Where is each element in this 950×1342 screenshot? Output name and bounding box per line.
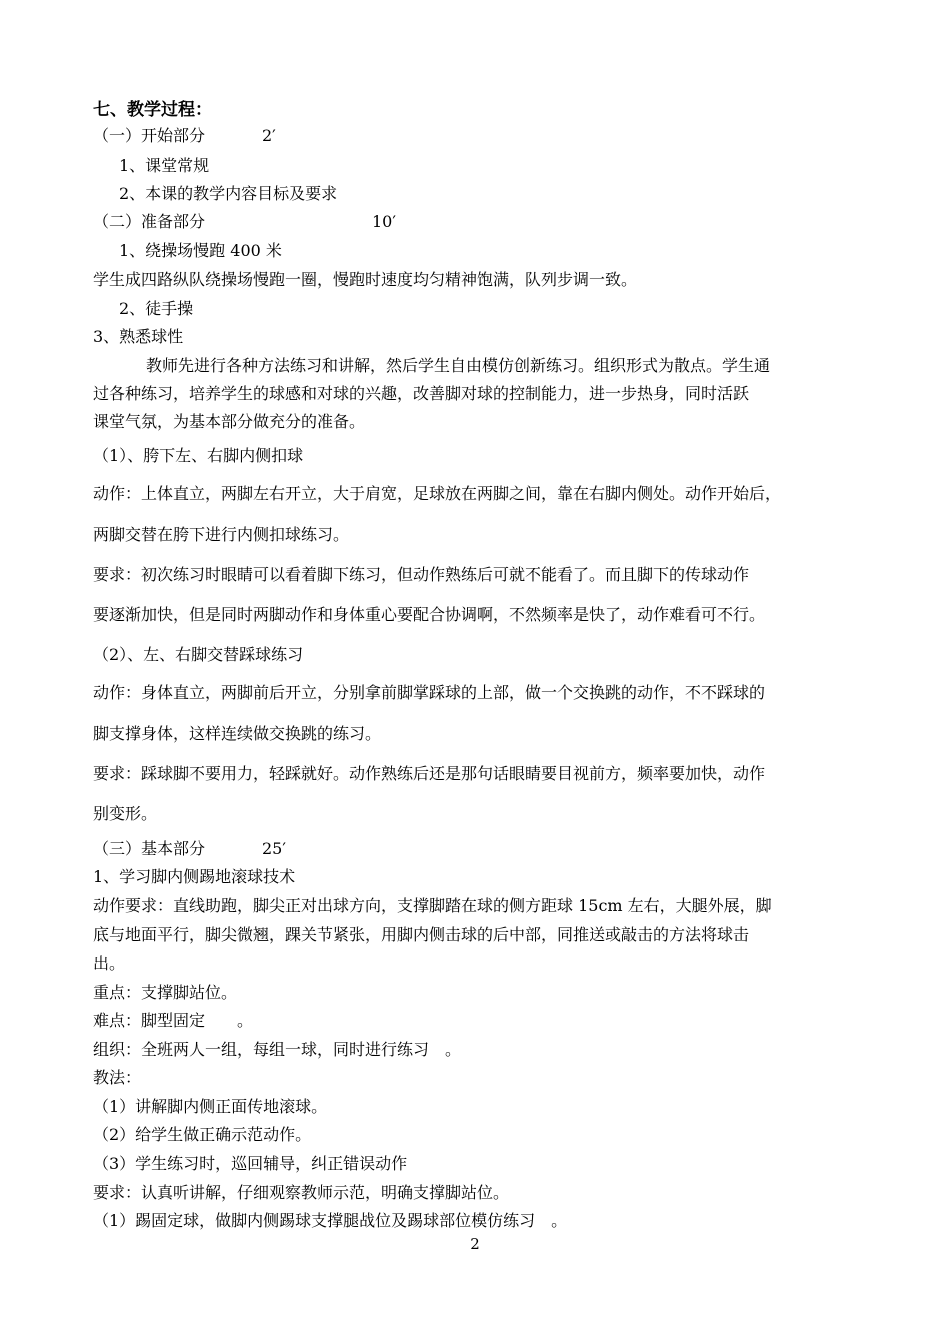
drill2-requirement-line: 要求：踩球脚不要用力，轻踩就好。动作熟练后还是那句话眼睛要目视前方，频率要加快，动作 xyxy=(93,764,766,783)
drill1-title: （1）、胯下左、右脚内侧扣球 xyxy=(93,446,304,465)
part2-item: 3、熟悉球性 xyxy=(93,327,184,346)
paragraph-line: 学生成四路纵队绕操场慢跑一圈，慢跑时速度均匀精神饱满，队列步调一致。 xyxy=(93,270,638,289)
practice-item: （1）踢固定球，做脚内侧踢球支撑腿战位及踢球部位模仿练习 。 xyxy=(93,1211,568,1230)
drill2-action-line: 动作：身体直立，两脚前后开立，分别拿前脚掌踩球的上部，做一个交换跳的动作，不不踩球的 xyxy=(93,683,766,702)
part3-item: 1、学习脚内侧踢地滚球技术 xyxy=(93,867,296,886)
drill1-requirement-line: 要逐渐加快，但是同时两脚动作和身体重心要配合协调啊，不然频率是快了，动作难看可不行。 xyxy=(93,605,766,624)
method-label: 教法： xyxy=(93,1068,142,1087)
method-item: （3）学生练习时，巡回辅导，纠正错误动作 xyxy=(93,1154,408,1173)
paragraph-line: 教师先进行各种方法练习和讲解，然后学生自由模仿创新练习。组织形式为散点。学生通 xyxy=(146,356,771,375)
paragraph-line: 底与地面平行，脚尖微翘，踝关节紧张，用脚内侧击球的后中部，同推送或敲击的方法将球击 xyxy=(93,925,750,944)
drill2-title: （2）、左、右脚交替踩球练习 xyxy=(93,645,304,664)
part3-time: 25′ xyxy=(262,839,286,858)
key-point: 重点：支撑脚站位。 xyxy=(93,983,238,1002)
paragraph-line: 出。 xyxy=(93,954,126,973)
paragraph-line: 动作要求：直线助跑，脚尖正对出球方向，支撑脚踏在球的侧方距球 15cm 左右，大腿外展，脚 xyxy=(93,896,772,915)
drill1-action-line: 两脚交替在胯下进行内侧扣球练习。 xyxy=(93,525,350,544)
difficulty: 难点：脚型固定 。 xyxy=(93,1011,254,1030)
drill1-action-line: 动作：上体直立，两脚左右开立，大于肩宽，足球放在两脚之间，靠在右脚内侧处。动作开始后， xyxy=(93,484,782,503)
part1-heading: （一）开始部分 xyxy=(93,126,206,145)
drill2-action-line: 脚支撑身体，这样连续做交换跳的练习。 xyxy=(93,724,382,743)
section-title: 七、教学过程： xyxy=(93,100,212,120)
method-item: （2）给学生做正确示范动作。 xyxy=(93,1125,312,1144)
part3-heading: （三）基本部分 xyxy=(93,839,206,858)
organization: 组织：全班两人一组，每组一球，同时进行练习 。 xyxy=(93,1040,462,1059)
paragraph-line: 过各种练习，培养学生的球感和对球的兴趣，改善脚对球的控制能力，进一步热身，同时活跃 xyxy=(93,384,750,403)
method-item: （1）讲解脚内侧正面传地滚球。 xyxy=(93,1097,328,1116)
part2-heading: （二）准备部分 xyxy=(93,212,206,231)
part2-item: 1、绕操场慢跑 400 米 xyxy=(119,241,282,260)
part1-time: 2′ xyxy=(262,126,276,145)
page-number: 2 xyxy=(470,1235,480,1253)
part1-item: 1、课堂常规 xyxy=(119,156,210,175)
part1-item: 2、本课的教学内容目标及要求 xyxy=(119,184,338,203)
drill1-requirement-line: 要求：初次练习时眼睛可以看着脚下练习，但动作熟练后可就不能看了。而且脚下的传球动作 xyxy=(93,565,750,584)
part2-item: 2、徒手操 xyxy=(119,299,194,318)
part2-time: 10′ xyxy=(372,212,396,231)
method-requirement: 要求：认真听讲解，仔细观察教师示范，明确支撑脚站位。 xyxy=(93,1183,510,1202)
paragraph-line: 课堂气氛，为基本部分做充分的准备。 xyxy=(93,412,366,431)
drill2-requirement-line: 别变形。 xyxy=(93,804,158,823)
